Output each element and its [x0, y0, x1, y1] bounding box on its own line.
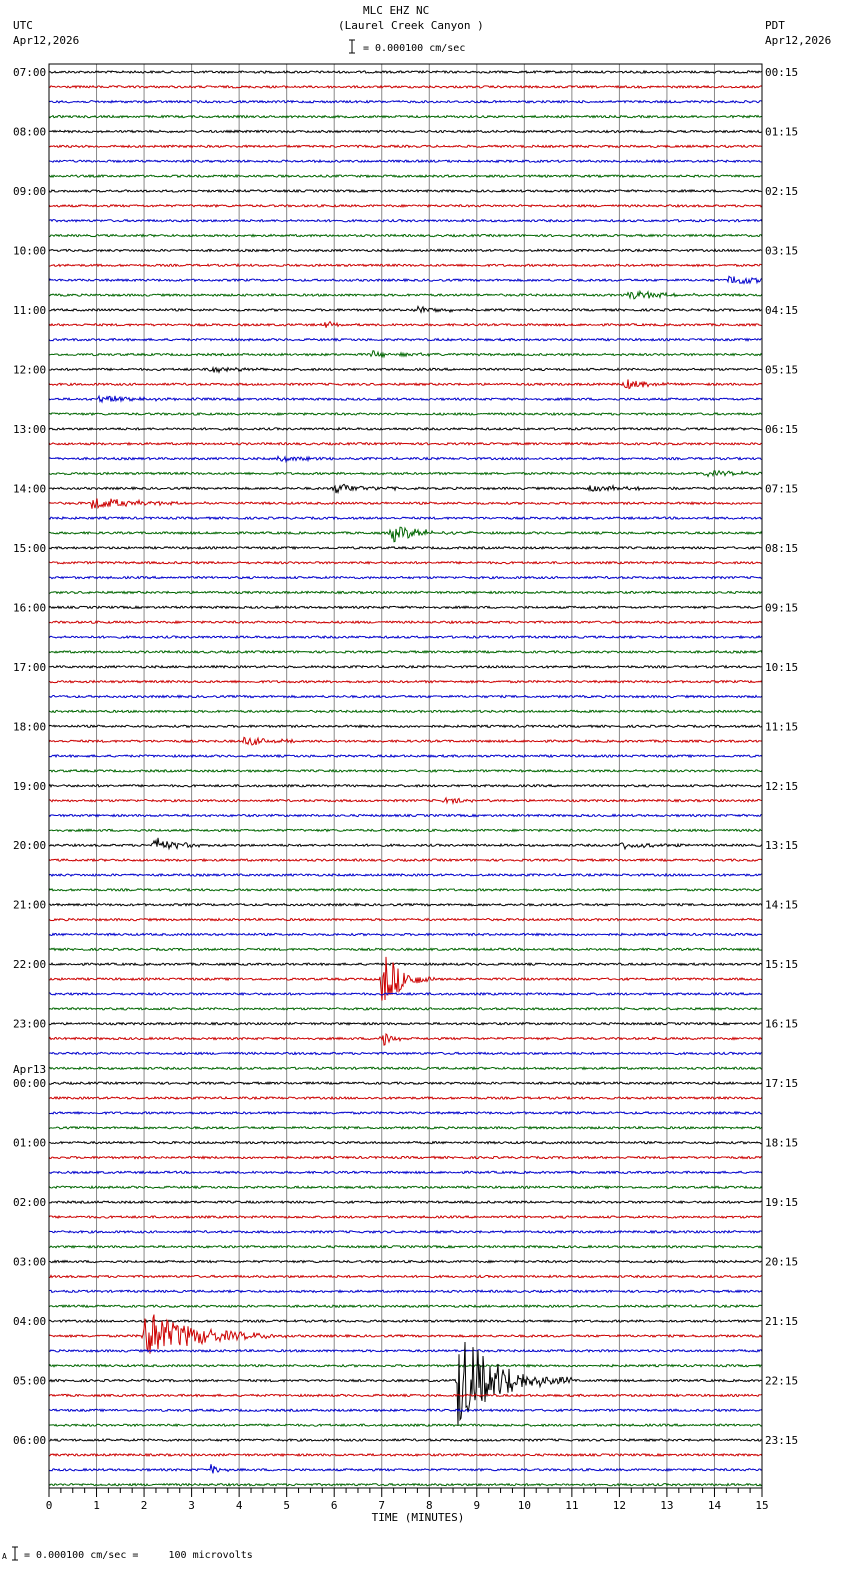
right-hour-label-9: 09:15 [765, 601, 799, 615]
trace-row-87 [49, 1365, 762, 1367]
x-tick-label-1: 1 [93, 1499, 100, 1512]
left-hour-label-15: 22:00 [13, 958, 47, 972]
trace-row-13 [49, 264, 762, 266]
trace-row-59 [49, 948, 762, 950]
right-hour-label-7: 07:15 [765, 482, 799, 496]
left-hour-label-5: 12:00 [13, 363, 47, 377]
trace-row-57 [49, 918, 762, 920]
right-hour-label-20: 20:15 [765, 1255, 799, 1269]
trace-row-94 [49, 1464, 762, 1473]
left-hour-label-3: 10:00 [13, 244, 47, 258]
trace-row-26 [49, 456, 762, 461]
trace-row-3 [49, 116, 762, 118]
trace-row-53 [49, 859, 762, 861]
left-hour-label-20: 03:00 [13, 1255, 47, 1269]
right-hour-label-6: 06:15 [765, 422, 799, 436]
trace-row-19 [49, 351, 762, 358]
trace-row-90 [49, 1409, 762, 1411]
right-hour-label-11: 11:15 [765, 720, 799, 734]
trace-row-17 [49, 322, 762, 328]
minute-gridlines [97, 64, 715, 1488]
x-tick-label-9: 9 [473, 1499, 481, 1512]
right-hour-label-0: 00:15 [765, 66, 799, 79]
trace-row-83 [49, 1305, 762, 1307]
right-hour-label-18: 18:15 [765, 1136, 799, 1150]
trace-row-81 [49, 1275, 762, 1277]
trace-row-75 [49, 1186, 762, 1188]
trace-row-27 [49, 471, 762, 477]
trace-row-92 [49, 1439, 762, 1441]
trace-row-70 [49, 1112, 762, 1114]
trace-row-68 [49, 1082, 762, 1084]
left-hour-label-16: 23:00 [13, 1017, 47, 1031]
trace-row-35 [49, 591, 762, 593]
x-tick-label-12: 12 [612, 1499, 627, 1512]
trace-row-66 [49, 1052, 762, 1054]
right-hour-label-19: 19:15 [765, 1196, 799, 1210]
trace-row-55 [49, 889, 762, 891]
trace-row-6 [49, 160, 762, 162]
right-date: Apr12,2026 [765, 34, 832, 47]
trace-row-44 [49, 725, 762, 727]
trace-row-88 [49, 1342, 762, 1426]
x-tick-label-14: 14 [707, 1499, 722, 1512]
trace-row-15 [49, 291, 762, 298]
trace-row-41 [49, 681, 762, 683]
trace-row-95 [49, 1484, 762, 1486]
left-hour-label-14: 21:00 [13, 898, 47, 912]
trace-row-16 [49, 306, 762, 312]
trace-row-76 [49, 1201, 762, 1203]
trace-row-7 [49, 175, 762, 177]
trace-row-69 [49, 1097, 762, 1099]
trace-row-8 [49, 190, 762, 192]
right-hour-label-10: 10:15 [765, 660, 799, 674]
x-tick-label-8: 8 [425, 1499, 433, 1512]
x-tick-label-7: 7 [378, 1499, 386, 1512]
trace-row-91 [49, 1424, 762, 1426]
trace-row-60 [49, 963, 762, 965]
trace-row-10 [49, 220, 762, 222]
trace-row-28 [49, 484, 762, 493]
right-hour-label-15: 15:15 [765, 958, 799, 972]
right-hour-label-5: 05:15 [765, 363, 799, 377]
trace-row-33 [49, 562, 762, 564]
left-hour-label-0: 07:00 [13, 66, 47, 79]
trace-row-86 [49, 1350, 762, 1352]
x-tick-label-10: 10 [517, 1499, 531, 1512]
trace-row-23 [49, 413, 762, 415]
x-tick-label-4: 4 [235, 1499, 243, 1512]
trace-row-11 [49, 234, 762, 236]
left-hour-label-2: 09:00 [13, 184, 47, 198]
trace-row-78 [49, 1231, 762, 1233]
site-name: (Laurel Creek Canyon ) [338, 19, 484, 32]
left-timezone: UTC [13, 19, 33, 32]
trace-row-34 [49, 576, 762, 578]
trace-row-30 [49, 517, 762, 519]
x-tick-label-15: 15 [755, 1499, 769, 1512]
trace-row-31 [49, 527, 762, 541]
trace-row-64 [49, 1023, 762, 1025]
trace-row-40 [49, 666, 762, 668]
left-hour-label-11: 18:00 [13, 720, 47, 734]
trace-row-79 [49, 1246, 762, 1248]
trace-row-42 [49, 695, 762, 697]
right-hour-label-14: 14:15 [765, 898, 799, 912]
trace-row-77 [49, 1216, 762, 1218]
trace-row-67 [49, 1067, 762, 1069]
trace-row-24 [49, 428, 762, 430]
trace-row-48 [49, 785, 762, 787]
trace-row-39 [49, 651, 762, 653]
station-title: MLC EHZ NC [363, 4, 430, 17]
trace-row-80 [49, 1261, 762, 1263]
trace-row-63 [49, 1008, 762, 1010]
left-hour-label-10: 17:00 [13, 660, 47, 674]
left-hour-label-13: 20:00 [13, 839, 47, 853]
left-hour-label-9: 16:00 [13, 601, 47, 615]
right-hour-label-23: 23:15 [765, 1434, 799, 1448]
trace-row-32 [49, 547, 762, 549]
trace-row-21 [49, 379, 762, 388]
right-hour-label-1: 01:15 [765, 125, 799, 139]
right-timezone: PDT [765, 19, 785, 32]
trace-row-22 [49, 396, 762, 402]
right-hour-label-13: 13:15 [765, 839, 799, 853]
date-change-label: Apr13 [13, 1063, 47, 1077]
left-hour-label-19: 02:00 [13, 1196, 47, 1210]
x-tick-label-3: 3 [188, 1499, 195, 1512]
x-tick-label-11: 11 [565, 1499, 579, 1512]
trace-row-52 [49, 838, 762, 849]
left-hour-label-8: 15:00 [13, 541, 47, 555]
right-hour-label-22: 22:15 [765, 1374, 799, 1388]
left-hour-label-23: 06:00 [13, 1434, 47, 1448]
trace-row-50 [49, 814, 762, 816]
trace-row-72 [49, 1142, 762, 1144]
trace-row-36 [49, 606, 762, 608]
x-tick-label-2: 2 [140, 1499, 148, 1512]
left-hour-label-17: 00:00 [13, 1077, 47, 1091]
x-tick-label-6: 6 [330, 1499, 338, 1512]
trace-row-84 [49, 1320, 762, 1322]
trace-row-29 [49, 499, 762, 509]
x-axis-ticks [49, 1488, 762, 1497]
right-hour-label-16: 16:15 [765, 1017, 799, 1031]
trace-row-73 [49, 1156, 762, 1158]
trace-row-9 [49, 205, 762, 207]
trace-row-82 [49, 1290, 762, 1292]
seismic-traces [49, 71, 762, 1486]
trace-row-12 [49, 249, 762, 251]
left-hour-label-21: 04:00 [13, 1315, 47, 1329]
trace-row-89 [49, 1394, 762, 1396]
trace-row-46 [49, 755, 762, 757]
trace-row-47 [49, 770, 762, 772]
left-hour-label-4: 11:00 [13, 303, 47, 317]
trace-row-4 [49, 130, 762, 132]
left-date: Apr12,2026 [13, 34, 80, 47]
trace-row-54 [49, 874, 762, 876]
footer-scale-note: = 0.000100 cm/sec = 100 microvolts [24, 1550, 253, 1561]
trace-row-56 [49, 904, 762, 906]
right-hour-label-8: 08:15 [765, 541, 799, 555]
trace-row-45 [49, 737, 762, 745]
x-tick-label-0: 0 [45, 1499, 53, 1512]
right-hour-label-2: 02:15 [765, 184, 799, 198]
left-hour-label-7: 14:00 [13, 482, 47, 496]
footer-mark: A [2, 1552, 7, 1561]
trace-row-71 [49, 1127, 762, 1129]
x-axis-title: TIME (MINUTES) [371, 1511, 465, 1524]
trace-row-38 [49, 636, 762, 638]
trace-row-43 [49, 710, 762, 712]
trace-row-62 [49, 993, 762, 995]
trace-row-0 [49, 71, 762, 73]
trace-row-58 [49, 933, 762, 935]
right-hour-label-4: 04:15 [765, 303, 799, 317]
trace-row-5 [49, 145, 762, 147]
trace-row-2 [49, 101, 762, 103]
trace-row-65 [49, 1034, 762, 1045]
x-tick-label-13: 13 [660, 1499, 674, 1512]
right-hour-label-21: 21:15 [765, 1315, 799, 1329]
trace-row-14 [49, 276, 762, 283]
left-hour-label-12: 19:00 [13, 779, 47, 793]
trace-row-1 [49, 86, 762, 88]
trace-row-93 [49, 1454, 762, 1456]
trace-row-20 [49, 368, 762, 373]
trace-row-51 [49, 829, 762, 831]
trace-row-18 [49, 339, 762, 341]
left-hour-label-22: 05:00 [13, 1374, 47, 1388]
left-hour-label-18: 01:00 [13, 1136, 47, 1150]
x-tick-label-5: 5 [283, 1499, 290, 1512]
trace-row-37 [49, 621, 762, 623]
right-hour-label-3: 03:15 [765, 244, 799, 258]
left-hour-label-1: 08:00 [13, 125, 47, 139]
trace-row-25 [49, 443, 762, 445]
trace-row-49 [49, 798, 762, 803]
trace-row-74 [49, 1171, 762, 1173]
scale-label: = 0.000100 cm/sec [363, 43, 466, 54]
plot-frame [49, 64, 762, 1488]
left-hour-label-6: 13:00 [13, 422, 47, 436]
right-hour-label-12: 12:15 [765, 779, 799, 793]
right-hour-label-17: 17:15 [765, 1077, 799, 1091]
